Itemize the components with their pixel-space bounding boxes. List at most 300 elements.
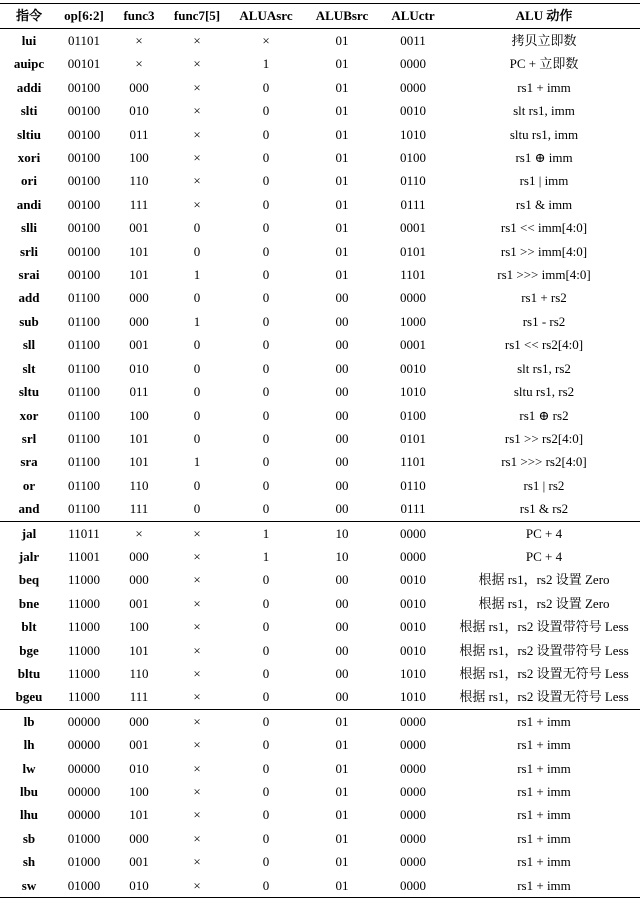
cell-func7: 0 xyxy=(193,430,201,446)
cell-func3: 000 xyxy=(129,290,149,306)
cell-opcode: 01000 xyxy=(67,830,101,846)
cell-aluasrc: 1 xyxy=(262,56,270,72)
cell-alu-action: 根据 rs1，rs2 设置带符号 Less xyxy=(459,619,629,635)
cell-func3: 111 xyxy=(129,501,149,517)
table-row xyxy=(0,310,640,333)
cell-func3: × xyxy=(135,56,143,72)
cell-instruction: bge xyxy=(19,642,39,658)
cell-func3: × xyxy=(110,521,168,545)
table-row xyxy=(0,568,640,591)
table-row xyxy=(0,404,640,427)
table-row xyxy=(0,639,640,662)
cell-alu-action: rs1 + imm xyxy=(517,854,571,870)
cell-opcode: 01100 xyxy=(67,430,101,446)
table-row xyxy=(0,803,640,826)
cell-func3: 000 xyxy=(129,830,149,846)
cell-func7: 0 xyxy=(193,501,201,517)
cell-alubsrc: 01 xyxy=(335,854,349,870)
table-row xyxy=(0,757,640,780)
table-row xyxy=(0,545,640,568)
cell-func3: 000 xyxy=(129,79,149,95)
cell-aluasrc: 0 xyxy=(262,665,270,681)
cell-instruction: blt xyxy=(21,619,37,635)
cell-opcode: 11000 xyxy=(67,665,101,681)
cell-aluasrc: 0 xyxy=(262,196,270,212)
cell-aluasrc: 0 xyxy=(262,430,270,446)
cell-func3: 010 xyxy=(129,360,149,376)
cell-aluctr: 0000 xyxy=(400,56,426,72)
cell-alubsrc: 00 xyxy=(335,689,349,705)
cell-instruction: jal xyxy=(0,521,58,545)
cell-func3: 010 xyxy=(129,103,149,119)
cell-alubsrc: 00 xyxy=(335,360,349,376)
cell-aluctr: 0100 xyxy=(400,407,426,423)
cell-aluasrc: 0 xyxy=(262,290,270,306)
cell-aluasrc: × xyxy=(262,33,270,48)
cell-instruction: sb xyxy=(22,830,36,846)
cell-alubsrc: 01 xyxy=(335,220,349,236)
table-row xyxy=(0,733,640,756)
cell-aluasrc: 1 xyxy=(262,548,270,564)
cell-alu-action: 拷贝立即数 xyxy=(511,33,577,48)
cell-func7: × xyxy=(193,877,201,893)
cell-aluctr: 0110 xyxy=(400,173,426,189)
header-row xyxy=(0,4,640,29)
cell-aluasrc: 0 xyxy=(262,619,270,635)
cell-instruction: sll xyxy=(22,337,36,353)
cell-aluasrc: 0 xyxy=(262,337,270,353)
cell-alu-action: rs1 & imm xyxy=(515,196,573,212)
cell-func7: × xyxy=(193,126,201,142)
cell-alu-action: 根据 rs1，rs2 设置无符号 Less xyxy=(459,665,629,681)
cell-opcode: 11001 xyxy=(67,548,101,564)
cell-func7: × xyxy=(193,830,201,846)
cell-alubsrc: 00 xyxy=(335,572,349,588)
cell-instruction: sub xyxy=(19,313,39,329)
table-row xyxy=(0,874,640,897)
cell-aluasrc: 0 xyxy=(262,760,270,776)
cell-func7: × xyxy=(193,196,201,212)
cell-instruction: auipc xyxy=(13,56,45,72)
table-row xyxy=(0,29,640,53)
cell-func3: 100 xyxy=(129,784,149,799)
cell-opcode: 01100 xyxy=(67,501,101,517)
cell-alubsrc: 01 xyxy=(335,830,349,846)
cell-alubsrc: 00 xyxy=(335,477,349,493)
cell-instruction: lw xyxy=(22,760,36,776)
header-alu-action: ALU 动作 xyxy=(448,4,640,29)
cell-opcode: 00100 xyxy=(67,220,101,236)
cell-func3: 011 xyxy=(129,126,149,142)
cell-alu-action: PC + 4 xyxy=(525,548,563,564)
cell-func3: 110 xyxy=(129,173,149,189)
cell-alu-action: rs1 >> imm[4:0] xyxy=(500,243,588,259)
cell-instruction: bltu xyxy=(17,665,41,681)
cell-opcode: 01100 xyxy=(67,454,101,470)
cell-instruction: xor xyxy=(19,407,39,423)
cell-alubsrc: 01 xyxy=(335,243,349,259)
cell-alu-action: 根据 rs1，rs2 设置 Zero xyxy=(478,595,610,611)
cell-instruction: lh xyxy=(23,737,35,753)
cell-func7: × xyxy=(193,689,201,705)
cell-opcode: 00100 xyxy=(67,126,101,142)
cell-aluasrc: 0 xyxy=(262,220,270,236)
cell-alu-action: sltu rs1, imm xyxy=(509,126,579,142)
cell-alubsrc: 10 xyxy=(306,521,378,545)
cell-aluctr: 1010 xyxy=(400,384,426,400)
cell-func7: × xyxy=(193,548,201,564)
cell-instruction: addi xyxy=(16,79,42,95)
cell-instruction: sltiu xyxy=(17,126,41,142)
cell-alu-action: rs1 + imm xyxy=(517,830,571,846)
cell-func7: × xyxy=(193,760,201,776)
cell-instruction: lhu xyxy=(19,807,39,823)
cell-aluctr: 0000 xyxy=(400,548,426,564)
cell-aluasrc: 0 xyxy=(262,854,270,870)
cell-aluctr: 1000 xyxy=(400,313,426,329)
cell-alubsrc: 00 xyxy=(335,430,349,446)
cell-aluctr: 0001 xyxy=(400,337,426,353)
cell-alubsrc: 01 xyxy=(335,196,349,212)
table-row xyxy=(0,380,640,403)
cell-alu-action: PC + 4 xyxy=(448,521,640,545)
table-row xyxy=(0,850,640,873)
table-row xyxy=(0,662,640,685)
cell-aluasrc: 0 xyxy=(226,709,306,733)
cell-opcode: 11000 xyxy=(67,619,101,635)
cell-func7: × xyxy=(193,103,201,119)
cell-aluctr: 0101 xyxy=(400,430,426,446)
table-row xyxy=(0,216,640,239)
cell-opcode: 11011 xyxy=(58,521,110,545)
cell-alubsrc: 01 xyxy=(335,877,349,893)
cell-aluasrc: 0 xyxy=(262,595,270,611)
cell-alu-action: rs1 & rs2 xyxy=(519,501,569,517)
cell-func7: 0 xyxy=(193,243,201,259)
cell-func7: 1 xyxy=(193,267,201,283)
cell-instruction: slti xyxy=(20,103,38,119)
cell-alubsrc: 01 xyxy=(335,56,349,72)
cell-aluasrc: 0 xyxy=(262,877,270,893)
cell-alubsrc: 01 xyxy=(335,267,349,283)
cell-aluctr: 0111 xyxy=(400,501,426,517)
cell-opcode: 00100 xyxy=(67,79,101,95)
table-row xyxy=(0,521,640,545)
cell-func7: 0 xyxy=(193,477,201,493)
cell-alubsrc: 10 xyxy=(335,548,349,564)
cell-instruction: and xyxy=(18,501,40,517)
cell-opcode: 01100 xyxy=(67,313,101,329)
cell-func7: 0 xyxy=(193,384,201,400)
cell-alubsrc: 01 xyxy=(335,737,349,753)
cell-opcode: 11000 xyxy=(67,689,101,705)
cell-func7: × xyxy=(193,33,201,48)
table-row xyxy=(0,685,640,709)
table-row xyxy=(0,709,640,733)
cell-alu-action: rs1 | rs2 xyxy=(523,477,565,493)
alu-control-table xyxy=(0,4,640,897)
cell-opcode: 00100 xyxy=(67,243,101,259)
cell-alu-action: rs1 >> rs2[4:0] xyxy=(504,430,584,446)
header-func7: func7[5] xyxy=(168,4,226,29)
cell-alubsrc: 00 xyxy=(335,642,349,658)
table-row xyxy=(0,263,640,286)
table-header xyxy=(0,4,640,29)
table-row xyxy=(0,286,640,309)
cell-opcode: 01100 xyxy=(67,477,101,493)
cell-func3: 000 xyxy=(129,572,149,588)
cell-opcode: 00000 xyxy=(67,760,101,776)
cell-aluasrc: 0 xyxy=(262,737,270,753)
cell-opcode: 00100 xyxy=(67,267,101,283)
cell-opcode: 00000 xyxy=(58,709,110,733)
cell-aluctr: 0000 xyxy=(378,709,448,733)
cell-aluasrc: 0 xyxy=(262,150,270,166)
table-row xyxy=(0,357,640,380)
cell-alubsrc: 00 xyxy=(335,619,349,635)
cell-aluasrc: 0 xyxy=(262,642,270,658)
cell-alu-action: slt rs1, imm xyxy=(513,103,575,119)
cell-aluctr: 0010 xyxy=(400,642,426,658)
cell-aluctr: 0000 xyxy=(400,784,426,799)
cell-func3: 001 xyxy=(129,220,149,236)
cell-func3: 010 xyxy=(129,877,149,893)
cell-alubsrc: 00 xyxy=(335,501,349,517)
cell-opcode: 00100 xyxy=(67,173,101,189)
table-row xyxy=(0,780,640,803)
header-aluasrc: ALUAsrc xyxy=(226,4,306,29)
cell-opcode: 00000 xyxy=(67,784,101,799)
cell-alu-action: rs1 >>> rs2[4:0] xyxy=(501,454,587,470)
cell-func3: 011 xyxy=(129,384,149,400)
cell-alu-action: rs1 >>> imm[4:0] xyxy=(497,267,591,283)
table-row xyxy=(0,52,640,75)
cell-func7: 0 xyxy=(193,220,201,236)
cell-aluasrc: 0 xyxy=(262,360,270,376)
cell-alubsrc: 00 xyxy=(335,384,349,400)
cell-alu-action: 根据 rs1，rs2 设置无符号 Less xyxy=(459,689,629,705)
cell-aluctr: 0000 xyxy=(400,854,426,870)
cell-opcode: 01100 xyxy=(67,360,101,376)
cell-aluasrc: 0 xyxy=(262,454,270,470)
cell-opcode: 00100 xyxy=(67,103,101,119)
cell-instruction: beq xyxy=(18,572,40,588)
cell-aluctr: 0101 xyxy=(400,243,426,259)
cell-func3: × xyxy=(135,33,143,48)
cell-aluctr: 1010 xyxy=(400,689,426,705)
cell-func7: × xyxy=(168,709,226,733)
table-row xyxy=(0,99,640,122)
table-bottom-rule xyxy=(0,897,640,898)
cell-aluasrc: 0 xyxy=(262,384,270,400)
table-row xyxy=(0,76,640,99)
cell-instruction: andi xyxy=(16,196,42,212)
cell-func3: 101 xyxy=(129,243,149,259)
cell-aluctr: 0010 xyxy=(400,360,426,376)
cell-alu-action: sltu rs1, rs2 xyxy=(513,384,575,400)
cell-aluasrc: 0 xyxy=(262,689,270,705)
cell-opcode: 00000 xyxy=(67,807,101,823)
cell-aluasrc: 0 xyxy=(262,243,270,259)
cell-aluctr: 0011 xyxy=(400,33,426,48)
table-row xyxy=(0,333,640,356)
cell-func7: × xyxy=(193,79,201,95)
cell-aluasrc: 0 xyxy=(262,572,270,588)
cell-aluctr: 0110 xyxy=(400,477,426,493)
cell-alubsrc: 00 xyxy=(335,665,349,681)
cell-opcode: 01100 xyxy=(67,337,101,353)
cell-alubsrc: 01 xyxy=(335,126,349,142)
cell-alu-action: rs1 << rs2[4:0] xyxy=(504,337,584,353)
cell-aluctr: 0010 xyxy=(400,572,426,588)
cell-alu-action: rs1 + imm xyxy=(517,760,571,776)
cell-instruction: sra xyxy=(20,454,38,470)
cell-func3: 000 xyxy=(129,548,149,564)
cell-func3: 010 xyxy=(129,760,149,776)
cell-aluctr: 0010 xyxy=(400,103,426,119)
cell-func3: 100 xyxy=(129,407,149,423)
cell-instruction: srli xyxy=(19,243,39,259)
cell-aluctr: 0000 xyxy=(400,79,426,95)
cell-aluasrc: 0 xyxy=(262,79,270,95)
cell-alu-action: rs1 + imm xyxy=(517,737,571,753)
cell-func7: × xyxy=(193,173,201,189)
cell-aluctr: 0010 xyxy=(400,595,426,611)
cell-opcode: 01100 xyxy=(67,290,101,306)
cell-opcode: 11000 xyxy=(67,595,101,611)
table-row xyxy=(0,592,640,615)
cell-opcode: 01101 xyxy=(67,33,101,48)
cell-func3: 000 xyxy=(129,313,149,329)
cell-func3: 101 xyxy=(129,267,149,283)
cell-aluctr: 0000 xyxy=(378,521,448,545)
cell-aluasrc: 0 xyxy=(262,501,270,517)
cell-alu-action: rs1 - rs2 xyxy=(522,313,566,329)
cell-instruction: add xyxy=(18,290,40,306)
cell-instruction: slli xyxy=(21,220,37,236)
cell-alu-action: rs1 + rs2 xyxy=(521,290,567,306)
header-aluctr: ALUctr xyxy=(378,4,448,29)
cell-alu-action: rs1 << imm[4:0] xyxy=(500,220,588,236)
table-row xyxy=(0,146,640,169)
cell-instruction: bne xyxy=(18,595,40,611)
cell-func7: 1 xyxy=(193,454,201,470)
cell-alubsrc: 00 xyxy=(335,337,349,353)
cell-aluctr: 0000 xyxy=(400,737,426,753)
cell-func7: × xyxy=(193,784,201,799)
cell-opcode: 01100 xyxy=(67,384,101,400)
cell-opcode: 00101 xyxy=(67,56,101,72)
cell-alubsrc: 00 xyxy=(335,595,349,611)
table-row xyxy=(0,169,640,192)
cell-alubsrc: 01 xyxy=(335,79,349,95)
cell-instruction: sw xyxy=(21,877,37,893)
cell-alu-action: rs1 ⊕ imm xyxy=(515,150,573,166)
cell-alubsrc: 01 xyxy=(335,103,349,119)
cell-alubsrc: 01 xyxy=(335,33,349,48)
cell-alu-action: PC + 立即数 xyxy=(509,56,579,72)
cell-opcode: 01000 xyxy=(67,854,101,870)
cell-instruction: lb xyxy=(0,709,58,733)
cell-aluctr: 0100 xyxy=(400,150,426,166)
cell-alu-action: rs1 + imm xyxy=(517,79,571,95)
cell-alubsrc: 00 xyxy=(335,313,349,329)
table-row xyxy=(0,427,640,450)
cell-opcode: 11000 xyxy=(67,642,101,658)
cell-instruction: bgeu xyxy=(15,689,43,705)
cell-func7: × xyxy=(193,642,201,658)
cell-func3: 001 xyxy=(129,854,149,870)
cell-aluasrc: 0 xyxy=(262,173,270,189)
cell-alu-action: 根据 rs1，rs2 设置 Zero xyxy=(478,572,610,588)
cell-func3: 110 xyxy=(129,665,149,681)
cell-aluctr: 0001 xyxy=(400,220,426,236)
cell-aluasrc: 0 xyxy=(262,313,270,329)
cell-func7: 0 xyxy=(193,360,201,376)
cell-func7: × xyxy=(193,619,201,635)
cell-instruction: xori xyxy=(17,150,41,166)
cell-aluctr: 1010 xyxy=(400,126,426,142)
cell-instruction: srl xyxy=(21,430,37,446)
table-row xyxy=(0,497,640,521)
cell-aluctr: 0111 xyxy=(400,196,426,212)
cell-func7: × xyxy=(193,150,201,166)
cell-alu-action: rs1 + imm xyxy=(517,784,571,799)
header-func3: func3 xyxy=(110,4,168,29)
cell-func7: 0 xyxy=(193,337,201,353)
header-opcode: op[6:2] xyxy=(58,4,110,29)
cell-aluasrc: 1 xyxy=(226,521,306,545)
cell-opcode: 01000 xyxy=(67,877,101,893)
cell-func7: 0 xyxy=(193,407,201,423)
table-row xyxy=(0,827,640,850)
cell-instruction: jalr xyxy=(18,548,40,564)
cell-aluctr: 1101 xyxy=(400,267,426,283)
table-row xyxy=(0,240,640,263)
cell-func3: 100 xyxy=(129,150,149,166)
cell-func3: 111 xyxy=(129,689,149,705)
table-row xyxy=(0,123,640,146)
cell-func7: × xyxy=(193,595,201,611)
cell-func3: 000 xyxy=(110,709,168,733)
cell-alu-action: rs1 + imm xyxy=(517,877,571,893)
cell-aluasrc: 0 xyxy=(262,267,270,283)
cell-func7: × xyxy=(193,56,201,72)
cell-func3: 101 xyxy=(129,807,149,823)
cell-alu-action: slt rs1, rs2 xyxy=(517,360,571,376)
cell-instruction: lui xyxy=(21,33,37,48)
cell-aluctr: 0000 xyxy=(400,290,426,306)
cell-func3: 101 xyxy=(129,642,149,658)
cell-aluasrc: 0 xyxy=(262,830,270,846)
cell-instruction: sh xyxy=(22,854,36,870)
cell-func7: × xyxy=(193,854,201,870)
cell-alubsrc: 00 xyxy=(335,454,349,470)
cell-instruction: sltu xyxy=(18,384,40,400)
cell-alubsrc: 01 xyxy=(335,807,349,823)
cell-instruction: slt xyxy=(22,360,36,376)
cell-func7: 0 xyxy=(193,290,201,306)
cell-instruction: or xyxy=(22,477,36,493)
cell-aluctr: 0010 xyxy=(400,619,426,635)
cell-func3: 101 xyxy=(129,454,149,470)
cell-alu-action: 根据 rs1，rs2 设置带符号 Less xyxy=(459,642,629,658)
table-row xyxy=(0,193,640,216)
cell-alu-action: rs1 ⊕ rs2 xyxy=(519,407,569,423)
cell-aluasrc: 0 xyxy=(262,103,270,119)
cell-instruction: lbu xyxy=(19,784,39,799)
cell-aluasrc: 0 xyxy=(262,126,270,142)
